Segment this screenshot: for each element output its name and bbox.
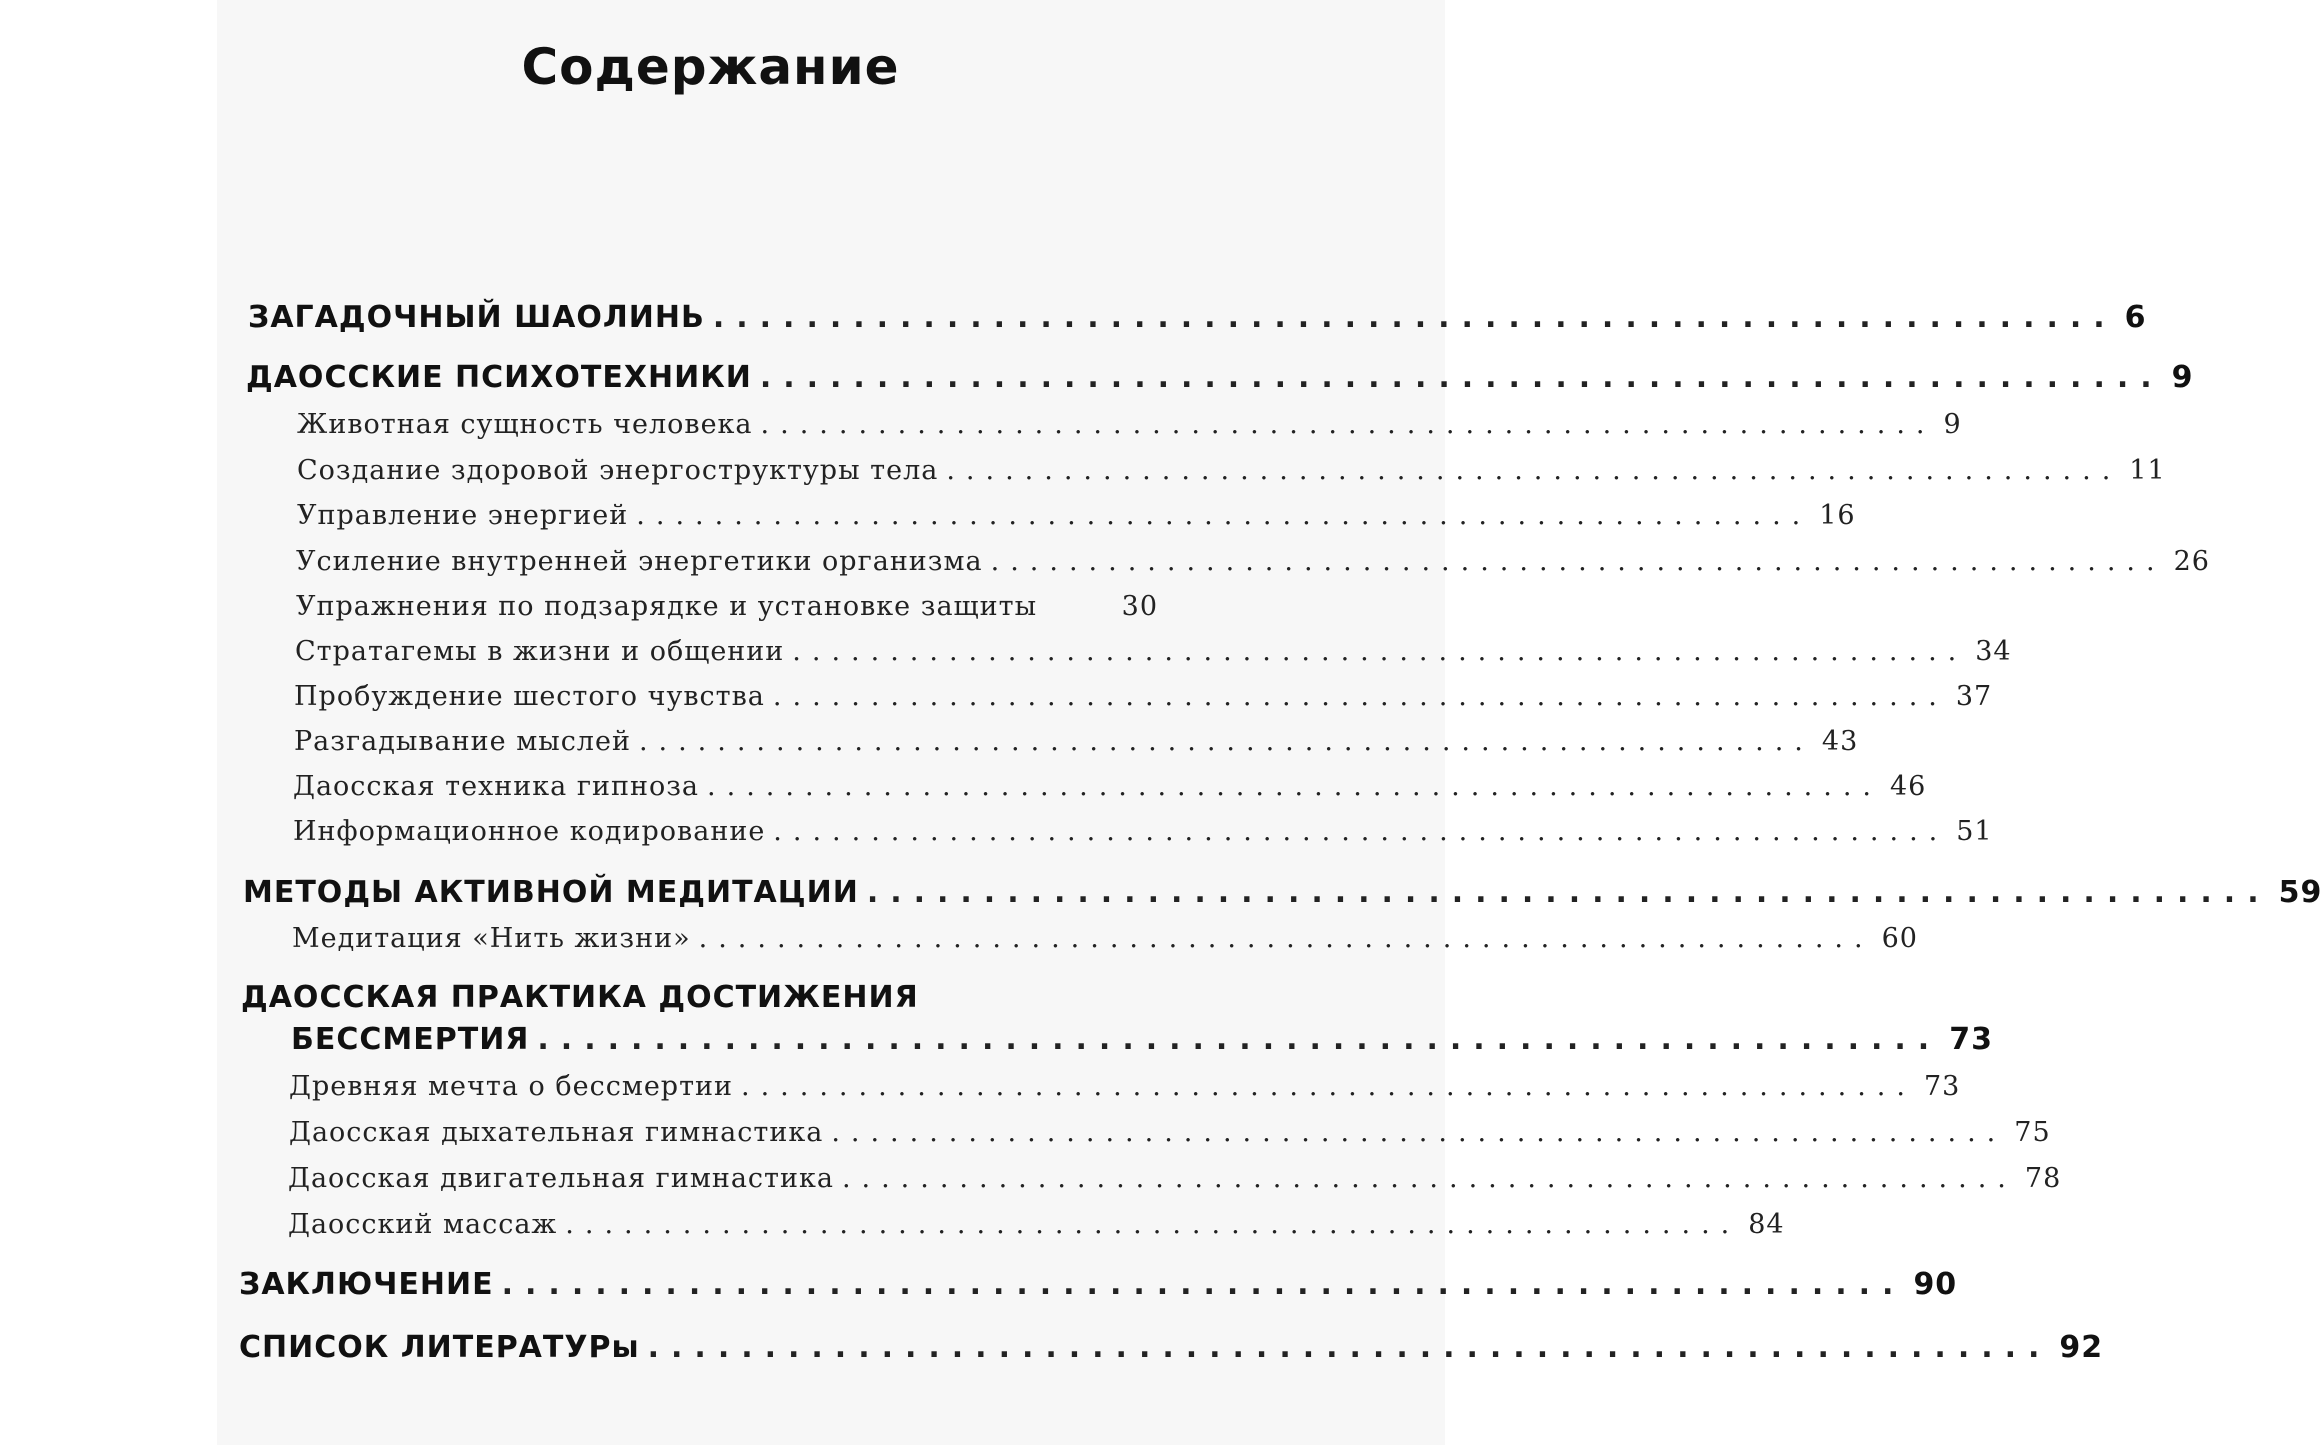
toc-leader-dots: ............................................................: [647, 1330, 2052, 1365]
toc-section-label: Управление энергией: [297, 500, 629, 531]
toc-page-number: 43: [1821, 726, 1859, 757]
toc-page-number: 6: [2124, 300, 2147, 335]
toc-page-number: 60: [1881, 923, 1918, 954]
toc-page-number: 26: [2173, 546, 2210, 577]
toc-section-label: Медитация «Нить жизни»: [292, 923, 691, 954]
toc-leader-dots: ............................................................: [946, 455, 2122, 486]
toc-section-label: Даосский массаж: [288, 1209, 558, 1240]
toc-page-number: 16: [1819, 500, 1856, 531]
toc-section: [293, 771, 1927, 802]
toc-leader-dots: ............................................................: [712, 300, 2117, 335]
toc-chapter-label: ЗАКЛЮЧЕНИЕ: [239, 1267, 494, 1302]
toc-page-number: 11: [2129, 455, 2166, 486]
toc-page-number: 34: [1975, 636, 2012, 667]
toc-section-label: Древняя мечта о бессмертии: [289, 1071, 734, 1102]
page-title: [0, 38, 1445, 96]
toc-chapter-label: СПИСОК ЛИТЕРАТУРы: [239, 1330, 640, 1365]
toc-chapter-label: ЗАГАДОЧНЫЙ ШАОЛИНЬ: [248, 300, 705, 335]
toc-chapter-1: [248, 300, 2147, 335]
toc-chapter-label: МЕТОДЫ АКТИВНОЙ МЕДИТАЦИИ: [243, 875, 859, 910]
toc-leader-dots: ............................................................: [537, 1022, 1942, 1057]
toc-page-number: 9: [1943, 409, 1962, 440]
toc-section-label: Даосская двигательная гимнастика: [288, 1163, 834, 1194]
toc-chapter-5: [239, 1267, 1958, 1302]
toc-section-label: Создание здоровой энергоструктуры тела: [297, 455, 939, 486]
toc-section-label: Разгадывание мыслей: [294, 726, 631, 757]
toc-page-number: 37: [1955, 681, 1993, 712]
toc-section: [297, 500, 1856, 531]
toc-page-number: 46: [1890, 771, 1927, 802]
toc-section: [288, 1209, 1785, 1240]
toc-leader-dots: ............................................................: [501, 1267, 1906, 1302]
toc-leader-dots: ............................................................: [773, 816, 1949, 847]
toc-page-number: 9: [2171, 360, 2194, 395]
toc-section: [297, 455, 2166, 486]
toc-section: [293, 816, 1993, 847]
toc-leader-dots: ............................................................: [707, 771, 1882, 802]
toc-leader-dots: ............................................................: [638, 726, 1814, 757]
toc-chapter-3: [243, 875, 2322, 910]
toc-page-number: 59: [2278, 875, 2322, 910]
toc-section-label: Информационное кодирование: [293, 816, 766, 847]
toc-leader-dots: ............................................................: [866, 875, 2271, 910]
toc-page-number: 73: [1949, 1022, 1993, 1057]
toc-page-number: 75: [2014, 1117, 2051, 1148]
toc-page-number: 73: [1923, 1071, 1961, 1102]
toc-section-label: Стратагемы в жизни и общении: [295, 636, 785, 667]
toc-section: [294, 681, 1993, 712]
toc-section-label: Упражнения по подзарядке и установке защиты: [296, 591, 1038, 622]
toc-chapter-4-line1: ДАОССКАЯ ПРАКТИКА ДОСТИЖЕНИЯ: [241, 980, 919, 1015]
toc-page-number: 30: [1121, 591, 1158, 622]
toc-section: [288, 1163, 2062, 1194]
toc-leader-dots: ............................................................: [636, 500, 1812, 531]
toc-section-label: Даосская техника гипноза: [293, 771, 700, 802]
toc-page-number: 92: [2059, 1330, 2104, 1365]
toc-leader-dots: ............................................................: [990, 546, 2166, 577]
toc-section: [296, 546, 2210, 577]
toc-page-number: 51: [1956, 816, 1993, 847]
toc-leader-dots: ............................................................: [841, 1163, 2017, 1194]
toc-section-label: Усиление внутренней энергетики организма: [296, 546, 983, 577]
toc-leader-dots: ............................................................: [831, 1117, 2007, 1148]
toc-chapter-label: БЕССМЕРТИЯ: [291, 1022, 530, 1057]
toc-section: [296, 591, 1158, 622]
toc-section: [297, 409, 1962, 440]
toc-section: [294, 726, 1859, 757]
toc-section: [289, 1117, 2051, 1148]
toc-section-label: Даосская дыхательная гимнастика: [289, 1117, 824, 1148]
toc-section: [289, 1071, 1961, 1102]
toc-page-number: 78: [2024, 1163, 2062, 1194]
toc-leader-dots: ............................................................: [760, 409, 1936, 440]
toc-leader-dots: ............................................................: [772, 681, 1948, 712]
toc-page-number: 90: [1913, 1267, 1958, 1302]
page-title-text: Содержание: [521, 38, 900, 96]
toc-section: [295, 636, 2012, 667]
toc-section-label: Животная сущность человека: [297, 409, 753, 440]
toc-chapter-2: [246, 360, 2194, 395]
toc-page-number: 84: [1748, 1209, 1785, 1240]
toc-chapter-6: [239, 1330, 2104, 1365]
toc-leader-dots: ............................................................: [565, 1209, 1741, 1240]
toc-leader-dots: ............................................................: [759, 360, 2164, 395]
toc-leader-dots: ............................................................: [792, 636, 1968, 667]
toc-section-label: Пробуждение шестого чувства: [294, 681, 765, 712]
toc-leader-dots: ............................................................: [698, 923, 1874, 954]
toc-chapter-4: [291, 1022, 1993, 1057]
toc-section: [292, 923, 1918, 954]
toc-chapter-label: ДАОССКИЕ ПСИХОТЕХНИКИ: [246, 360, 752, 395]
toc-leader-dots: ............................................................: [741, 1071, 1916, 1102]
